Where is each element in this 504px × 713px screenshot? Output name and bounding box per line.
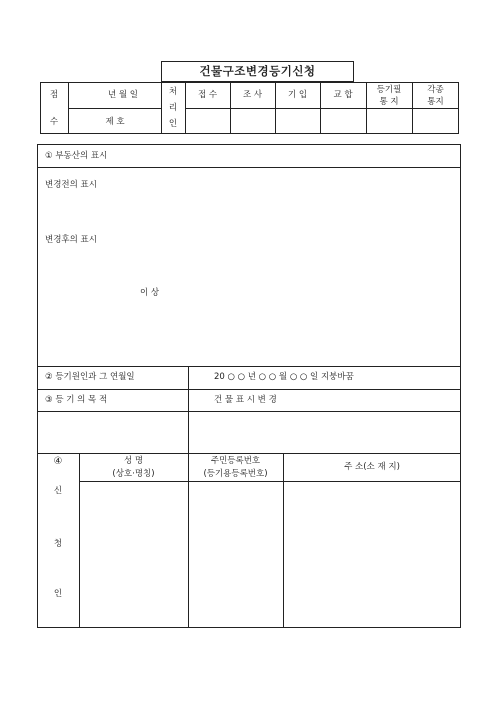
cause-label: ② 등기원인과 그 연월일	[45, 372, 135, 382]
purpose-value: 건 물 표 시 변 경	[214, 395, 277, 405]
divider	[188, 366, 189, 453]
before-change-label: 변경전의 표시	[45, 180, 97, 190]
divider	[68, 108, 161, 109]
reception-number: 제 호	[105, 117, 125, 127]
divider	[37, 389, 461, 390]
cause-value: 20 ○ ○ 년 ○ ○ 월 ○ ○ 일 지붕바꿈	[214, 372, 354, 382]
divider	[37, 453, 461, 454]
divider	[37, 167, 461, 168]
col-various-notices: 각종 통지	[427, 85, 444, 108]
col-receipt: 접 수	[197, 90, 218, 100]
purpose-label: ③ 등 기 의 목 적	[45, 395, 108, 405]
col-registration-notice: 등기필 통 지	[376, 85, 402, 108]
processing-label-in: 인	[168, 119, 178, 129]
applicant-number: ④	[53, 456, 63, 467]
divider	[283, 453, 284, 628]
divider	[79, 453, 80, 628]
end-of-listing: 이 상	[140, 288, 160, 298]
id-number-subheader: (등기용등록번호)	[203, 469, 268, 479]
reception-label-jeop: 점	[49, 90, 59, 100]
name-header: 성 명	[123, 456, 144, 466]
after-change-label: 변경후의 표시	[45, 235, 97, 245]
address-header: 주 소(소 재 지)	[344, 462, 400, 472]
divider	[188, 453, 189, 628]
col-entry: 기 입	[287, 90, 308, 100]
applicant-label-in: 인	[53, 589, 63, 599]
main-form	[37, 144, 461, 628]
divider	[79, 481, 461, 482]
reception-label-su: 수	[49, 117, 59, 127]
divider	[37, 411, 461, 412]
applicant-label-sin: 신	[53, 486, 63, 496]
reception-date: 년 월 일	[107, 90, 139, 100]
applicant-label-cheong: 청	[53, 539, 63, 549]
processing-label-ri: 리	[168, 103, 178, 113]
col-collation: 교 합	[333, 90, 353, 100]
name-subheader: (상호·명칭)	[112, 469, 155, 479]
col-investigation: 조 사	[242, 90, 263, 100]
divider	[37, 366, 461, 367]
processing-label-cheo: 처	[168, 87, 178, 97]
property-section-label: ① 부동산의 표시	[45, 151, 108, 161]
page-title: 건물구조변경등기신청	[199, 64, 316, 78]
id-number-header: 주민등록번호	[210, 456, 261, 466]
